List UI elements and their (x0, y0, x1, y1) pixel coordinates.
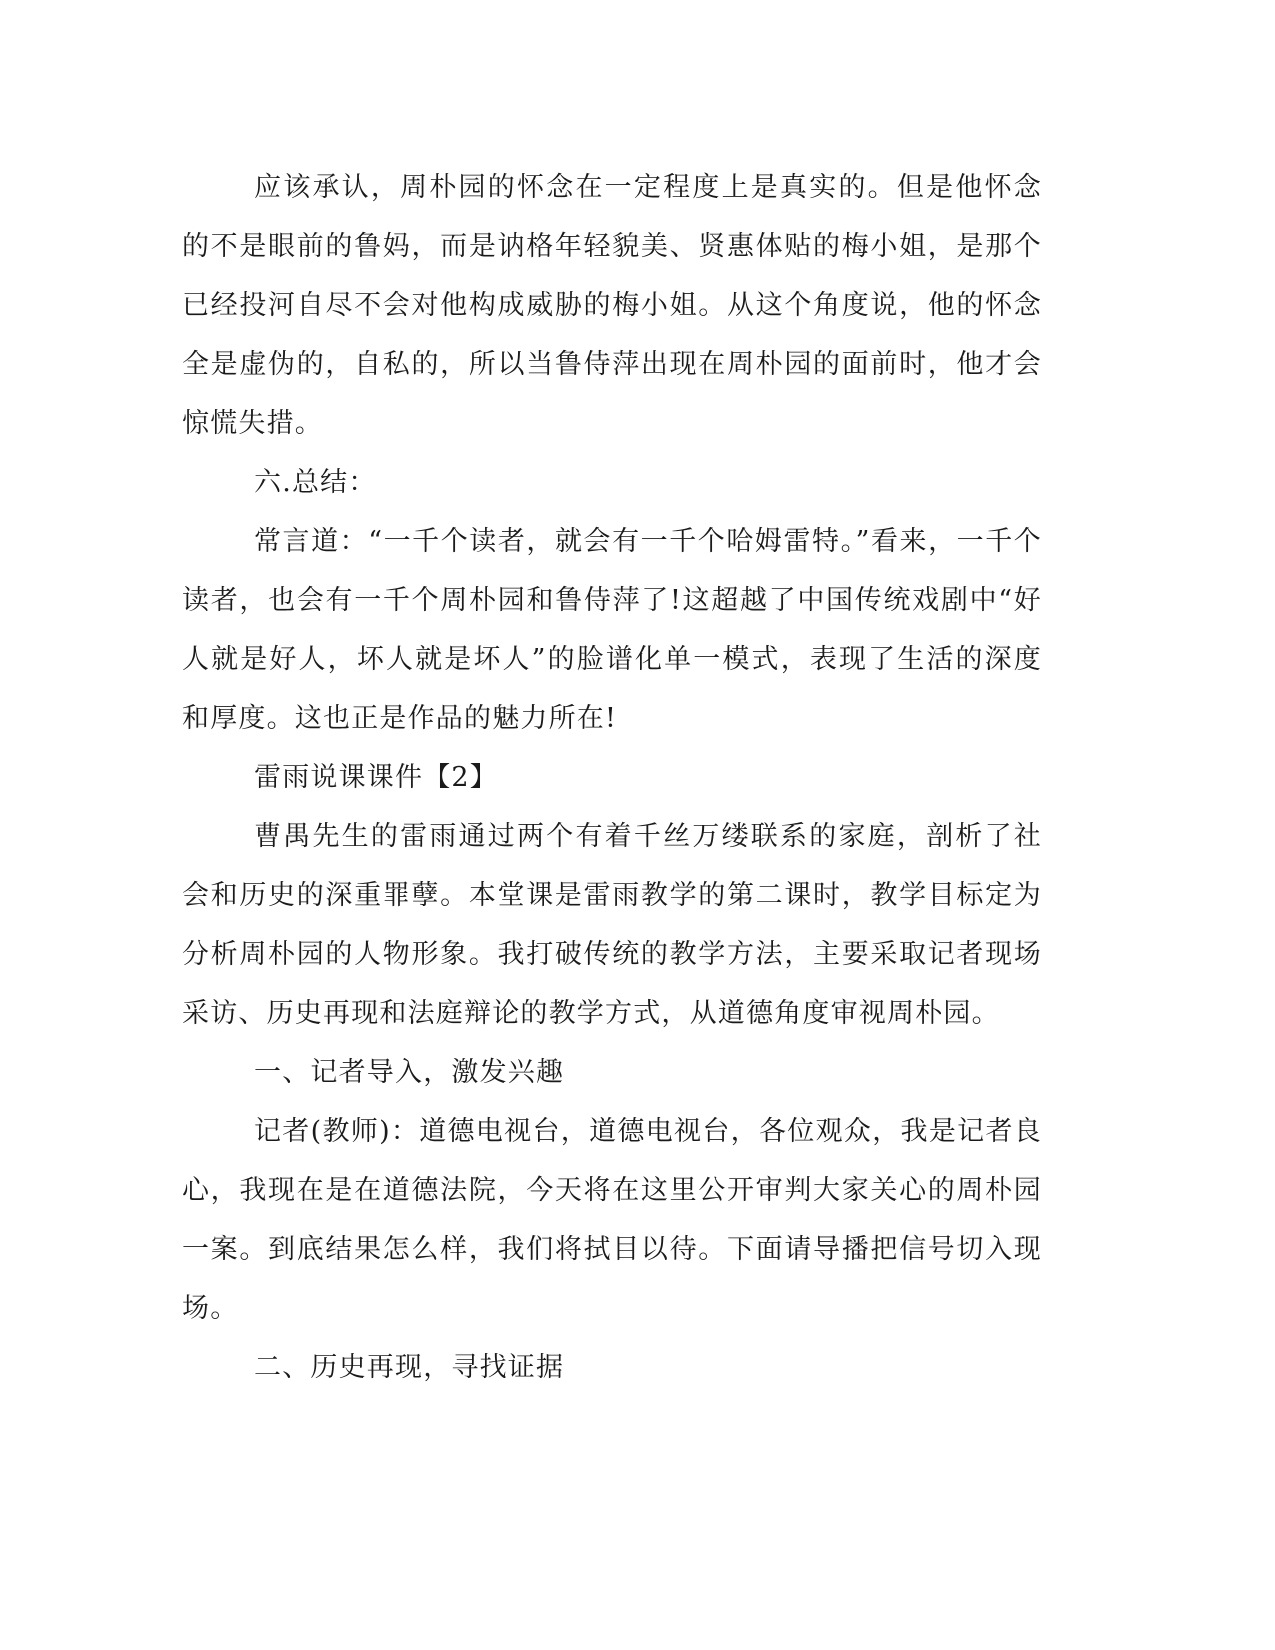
paragraph-summary: 常言道：“一千个读者，就会有一千个哈姆雷特。”看来，一千个读者，也会有一千个周朴园和鲁侍萍了!这超越了中国传统戏剧中“好人就是好人，坏人就是坏人”的脸谱化单一模式，表现了生活的深度和厚度。这也正是作品的魅力所在! (182, 526, 1042, 734)
paragraph-reporter-speech: 记者(教师)：道德电视台，道德电视台，各位观众，我是记者良心，我现在是在道德法院，今天将在这里公开审判大家关心的周朴园一案。到底结果怎么样，我们将拭目以待。下面请导播把信号切入现场。 (182, 1116, 1042, 1324)
section-heading-history-reenactment: 二、历史再现，寻找证据 (254, 1352, 565, 1383)
paragraph-courseware-intro: 曹禺先生的雷雨通过两个有着千丝万缕联系的家庭，剖析了社会和历史的深重罪孽。本堂课是雷雨教学的第二课时，教学目标定为分析周朴园的人物形象。我打破传统的教学方法，主要采取记者现场采访、历史再现和法庭辩论的教学方式，从道德角度审视周朴园。 (182, 821, 1042, 1029)
paragraph-zhou-puyuan-nostalgia: 应该承认，周朴园的怀念在一定程度上是真实的。但是他怀念的不是眼前的鲁妈，而是讷格年轻貌美、贤惠体贴的梅小姐，是那个已经投河自尽不会对他构成威胁的梅小姐。从这个角度说，他的怀念全是虚伪的，自私的，所以当鲁侍萍出现在周朴园的面前时，他才会惊慌失措。 (182, 172, 1042, 439)
section-heading-reporter-intro: 一、记者导入，激发兴趣 (254, 1057, 565, 1088)
section-title-courseware-2: 雷雨说课课件【2】 (254, 762, 498, 793)
section-heading-summary: 六.总结： (254, 467, 377, 498)
document-body (182, 158, 1042, 1397)
